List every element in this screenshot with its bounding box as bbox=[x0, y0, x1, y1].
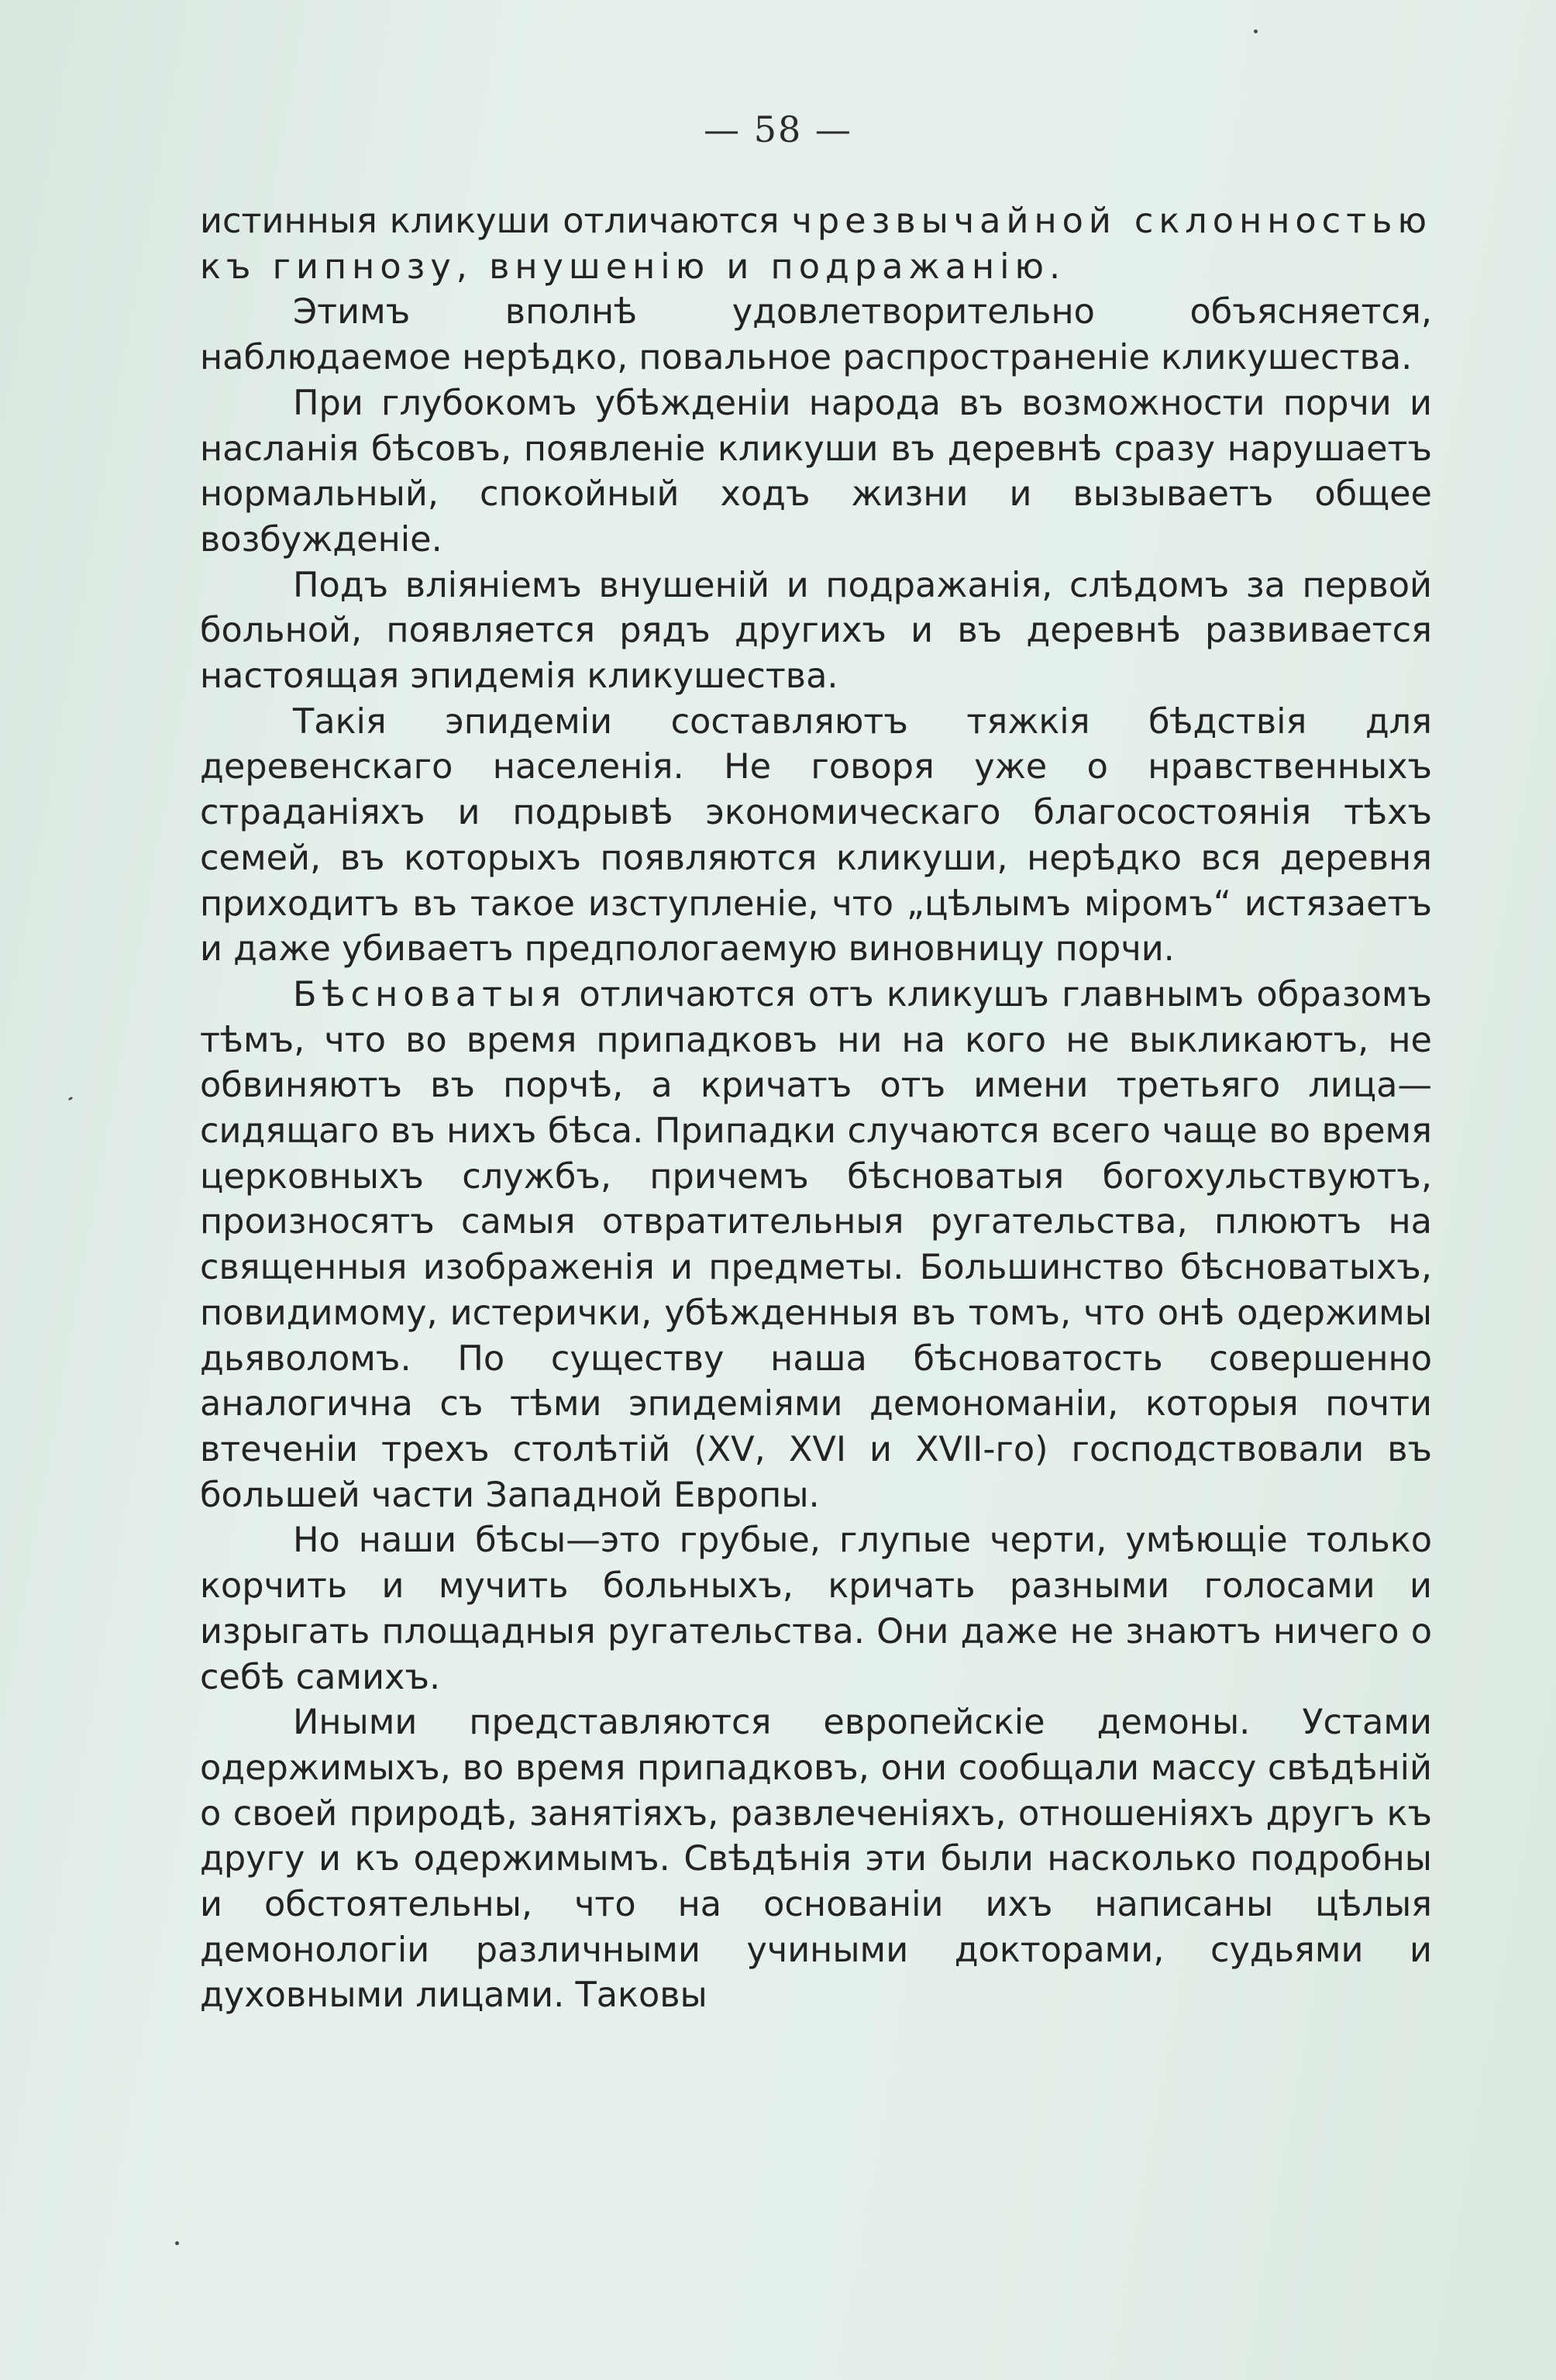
body-text bbox=[200, 198, 1432, 2018]
paper-speck bbox=[68, 1097, 74, 1101]
paragraph-text: Но наши бѣсы—это грубые, глупые черти, умѣющіе только корчить и мучить больныхъ, кричать разными голосами и изрыгать площадныя ругательства. Они даже не знаютъ ничего о себѣ самихъ. bbox=[200, 1520, 1432, 1697]
paragraph-text: Такія эпидеміи составляютъ тяжкія бѣдствія для деревенскаго населенія. Не говоря уже о нравственныхъ страданіяхъ и подрывѣ экономическаго благосостоянія тѣхъ семей, въ которыхъ появляются кликуши, нерѣдко вся деревня приходитъ въ такое изступленіе, что „цѣлымъ міромъ“ истязаетъ и даже убиваетъ предпологаемую виновницу порчи. bbox=[200, 701, 1432, 970]
paragraph-text: истинныя кликуши отличаются bbox=[200, 201, 792, 241]
paragraph bbox=[200, 563, 1432, 699]
paragraph bbox=[200, 1700, 1432, 2018]
paragraph bbox=[200, 1517, 1432, 1700]
paper-speck bbox=[175, 2241, 179, 2245]
spaced-text: Бѣсноватыя bbox=[293, 973, 567, 1014]
paragraph-text: При глубокомъ убѣжденіи народа въ возможности порчи и насланія бѣсовъ, появленіе кликуши въ деревнѣ сразу нарушаетъ нормальный, спокойный ходъ жизни и вызываетъ общее возбужденіе. bbox=[200, 382, 1432, 560]
paragraph-text: Этимъ вполнѣ удовлетворительно объясняется, наблюдаемое нерѣдко, повальное распространеніе кликушества. bbox=[200, 291, 1432, 378]
paper-speck bbox=[1254, 29, 1258, 33]
paragraph-text: отличаются отъ кликушъ главнымъ образомъ тѣмъ, что во время припадковъ ни на кого не выкликаютъ, не обвиняютъ въ порчѣ, а кричатъ отъ имени третьяго лица—сидящаго въ нихъ бѣса. Припадки случаются всего чаще во время церковныхъ службъ, причемъ бѣсноватыя богохульствуютъ, произносятъ самыя отвратительныя ругательства, плюютъ на священныя изображенія и предметы. Большинство бѣсноватыхъ, повидимому, истерички, убѣжденныя въ томъ, что онѣ одержимы дьяволомъ. По существу наша бѣсноватость совершенно аналогична съ тѣми эпидеміями демономаніи, которыя почти втеченіи трехъ столѣтій (XV, XVI и XVII-го) господствовали въ большей части Западной Европы. bbox=[200, 973, 1432, 1515]
paragraph-text: Иными представляются европейскіе демоны. Устами одержимыхъ, во время припадковъ, они сообщали массу свѣдѣній о своей природѣ, занятіяхъ, развлеченіяхъ, отношеніяхъ другъ къ другу и къ одержимымъ. Свѣдѣнія эти были насколько подробны и обстоятельны, что на основаніи ихъ написаны цѣлыя демонологіи различными учиными докторами, судьями и духовными лицами. Таковы bbox=[200, 1702, 1432, 2016]
paragraph bbox=[200, 381, 1432, 563]
paragraph bbox=[200, 699, 1432, 972]
paragraph-text: Подъ вліяніемъ внушеній и подражанія, слѣдомъ за первой больной, появляется рядъ другихъ и въ деревнѣ развивается настоящая эпидемія кликушества. bbox=[200, 564, 1432, 697]
paragraph bbox=[200, 289, 1432, 380]
paragraph bbox=[200, 972, 1432, 1517]
spaced-text: чрезвычайной склонностью къ гипнозу, внушенію и подражанію. bbox=[200, 201, 1432, 287]
paragraph bbox=[200, 198, 1432, 289]
page-number: — 58 — bbox=[704, 108, 852, 150]
